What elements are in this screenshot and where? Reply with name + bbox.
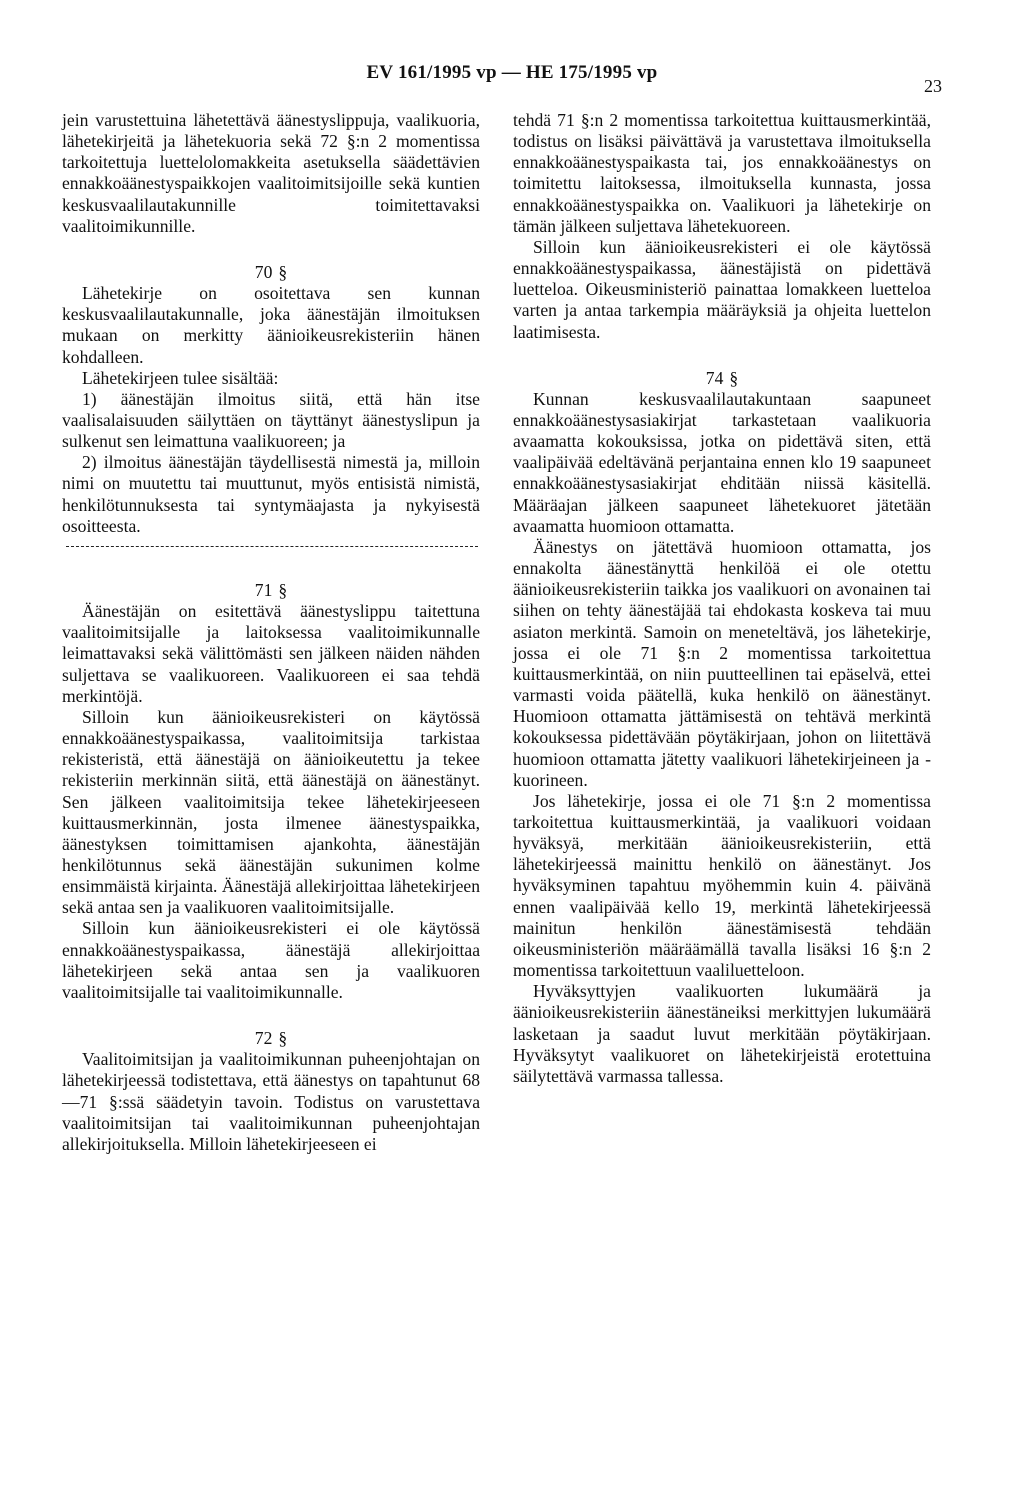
section-71-paragraph: Silloin kun äänioikeusrekisteri ei ole käytössä ennakkoäänestyspaikassa, äänestäjä allekirjoittaa lähetekirjeen sekä antaa sen ja vaalikuoren vaalitoimitsijalle tai vaalitoimikunnalle. — [62, 918, 480, 1002]
section-symbol: § — [278, 261, 288, 282]
section-71-paragraph: Silloin kun äänioikeusrekisteri on käytössä ennakkoäänestyspaikassa, vaalitoimitsija tarkistaa rekisteristä, että äänestäjä on äänioikeutettu ja tekee rekisteriin merkinnän siitä, että äänestäjä on äänestänyt. Sen jälkeen vaalitoimitsija tekee lähetekirjeeseen kuittausmerkinnän, josta ilmenee äänestyspaikka, äänestyksen toimittamisen ajankohta, äänestäjän henkilötunnus sekä äänestäjän sukunimen kolme ensimmäistä kirjainta. Äänestäjä allekirjoittaa lähetekirjeen sekä antaa sen ja vaalikuoren vaalitoimitsijalle. — [62, 706, 480, 918]
spacer — [513, 343, 931, 368]
section-74-paragraph: Jos lähetekirje, jossa ei ole 71 §:n 2 momentissa tarkoitettua kuittausmerkintää, ja vaalikuori voidaan hyväksyä, merkitään äänioikeusrekisteriin, että lähetekirjeessä mainittu henkilö on äänestänyt. Jos hyväksyminen tapahtuu myöhemmin kuin 4. päivänä ennen vaalipäivää kello 19, merkintä lähetekirjeessä mainitun henkilön äänestämisestä tehdään oikeusministeriön määräämällä tavalla lisäksi 16 §:n 2 momentissa tarkoitettuun vaaliluetteloon. — [513, 790, 931, 981]
section-heading-74 — [513, 368, 931, 389]
section-heading-70 — [62, 262, 480, 283]
continuation-paragraph: Silloin kun äänioikeusrekisteri ei ole käytössä ennakkoäänestyspaikassa, äänestäjistä on pidettävä luetteloa. Oikeusministeriö painattaa lomakkeen luetteloa varten ja antaa tarkempia määräyksiä ja ohjeita luettelon laatimisesta. — [513, 236, 931, 342]
section-70-paragraph: 1) äänestäjän ilmoitus siitä, että hän itse vaalisalaisuuden säilyttäen on täyttänyt äänestyslipun ja sulkenut sen leimattuna vaalikuoreen; ja — [62, 388, 480, 452]
page-number: 23 — [924, 76, 942, 96]
section-symbol: § — [278, 579, 288, 600]
spacer — [62, 1003, 480, 1028]
section-number: 74 — [705, 367, 724, 388]
section-74-paragraph: Äänestys on jätettävä huomioon ottamatta, jos ennakolta äänestänyttä henkilöä ei ole otettu äänioikeusrekisteriin taikka jos vaalikuori on avonainen tai siihen on tehty äänestäjää tai ehdokasta koskeva tai muu asiaton merkintä. Samoin on meneteltävä, jos lähetekirje, jossa ei ole 71 §:n 2 momentissa tarkoitettua kuittausmerkintää, on niin puutteellinen tai epäselvä, ettei varmasti voida päätellä, kuka henkilö on äänestänyt. Huomioon ottamatta jättämisestä on tehtävä merkintä kokouksessa pidettävään pöytäkirjaan, johon on liitettävä huomioon ottamatta jätetty vaalikuori lähetekirjeineen ja -kuorineen. — [513, 536, 931, 790]
section-71-paragraph: Äänestäjän on esitettävä äänestyslippu taitettuna vaalitoimitsijalle ja laitoksessa vaalitoimikunnalle leimattavaksi sekä välittömästi sen jälkeen näiden nähden suljettava se vaalikuoreen. Vaalikuoreen ei saa tehdä merkintöjä. — [62, 601, 480, 706]
spacer — [62, 563, 480, 580]
document-title: EV 161/1995 vp — HE 175/1995 vp — [366, 62, 658, 83]
section-number: 71 — [254, 579, 273, 600]
section-heading-72 — [62, 1028, 480, 1049]
section-74-paragraph: Kunnan keskusvaalilautakuntaan saapuneet ennakkoäänestysasiakirjat tarkastetaan vaalikuoria avaamatta kokouksissa, jotka on pidettävä siten, että vaalipäivää edeltävänä perjantaina ennen klo 19 saapuneet ennakkoäänestysasiakirjat ehditään niissä käsitellä. Määräajan jälkeen saapuneet lähetekuoret jätetään avaamatta huomioon ottamatta. — [513, 388, 931, 536]
section-number: 72 — [254, 1028, 273, 1049]
section-symbol: § — [729, 367, 739, 388]
omission-separator — [66, 546, 478, 549]
intro-paragraph: jein varustettuina lähetettävä äänestyslippuja, vaalikuoria, lähetekirjeitä ja lähetekuoria sekä 72 §:n 2 momentissa tarkoitettuja luettelolomakkeita asetuksella säädettävien ennakkoäänestyspaikkojen vaalitoimitsijoille sekä kuntien keskusvaalilautakunnille toimitettavaksi vaalitoimikunnille. — [62, 110, 480, 236]
section-70-paragraph: Lähetekirje on osoitettava sen kunnan keskusvaalilautakunnalle, joka äänestäjän ilmoituksen mukaan on merkitty äänioikeusrekisteriin hänen kohdalleen. — [62, 283, 480, 367]
section-70-paragraph: Lähetekirjeen tulee sisältää: — [82, 367, 279, 388]
section-72-paragraph: Vaalitoimitsijan ja vaalitoimikunnan puheenjohtajan on lähetekirjeessä todistettava, että äänestys on tapahtunut 68—71 §:ssä säädetyin tavoin. Todistus on varustettava vaalitoimitsijan tai vaalitoimikunnan puheenjohtajan allekirjoituksella. Milloin lähetekirjeeseen ei — [62, 1049, 480, 1154]
continuation-paragraph: tehdä 71 §:n 2 momentissa tarkoitettua kuittausmerkintää, todistus on lisäksi päivättävä ja varustettava ilmoituksella ennakkoäänestyspaikasta tai, jos ennakkoäänestys on toimitettu laitoksessa, ilmoituksella kunnasta, jossa ennakkoäänestyspaikka on. Vaalikuori ja lähetekirje on tämän jälkeen suljettava lähetekuoreen. — [513, 110, 931, 236]
right-column — [513, 110, 931, 1087]
page-header — [0, 62, 1024, 96]
left-column — [62, 110, 480, 1155]
section-74-paragraph: Hyväksyttyjen vaalikuorten lukumäärä ja äänioikeusrekisteriin äänestäneiksi merkittyjen lukumäärä lasketaan ja saadut luvut merkitään pöytäkirjaan. Hyväksytyt vaalikuoret on lähetekirjeistä erotettuina säilytettävä varmassa tallessa. — [513, 981, 931, 1086]
section-number: 70 — [254, 261, 273, 282]
section-70-paragraph: 2) ilmoitus äänestäjän täydellisestä nimestä ja, milloin nimi on muutettu tai muuttunut, myös entisistä nimistä, henkilötunnuksesta tai syntymäajasta ja nykyisestä osoitteesta. — [62, 452, 480, 536]
section-symbol: § — [278, 1028, 288, 1049]
section-heading-71 — [62, 580, 480, 601]
spacer — [62, 237, 480, 262]
